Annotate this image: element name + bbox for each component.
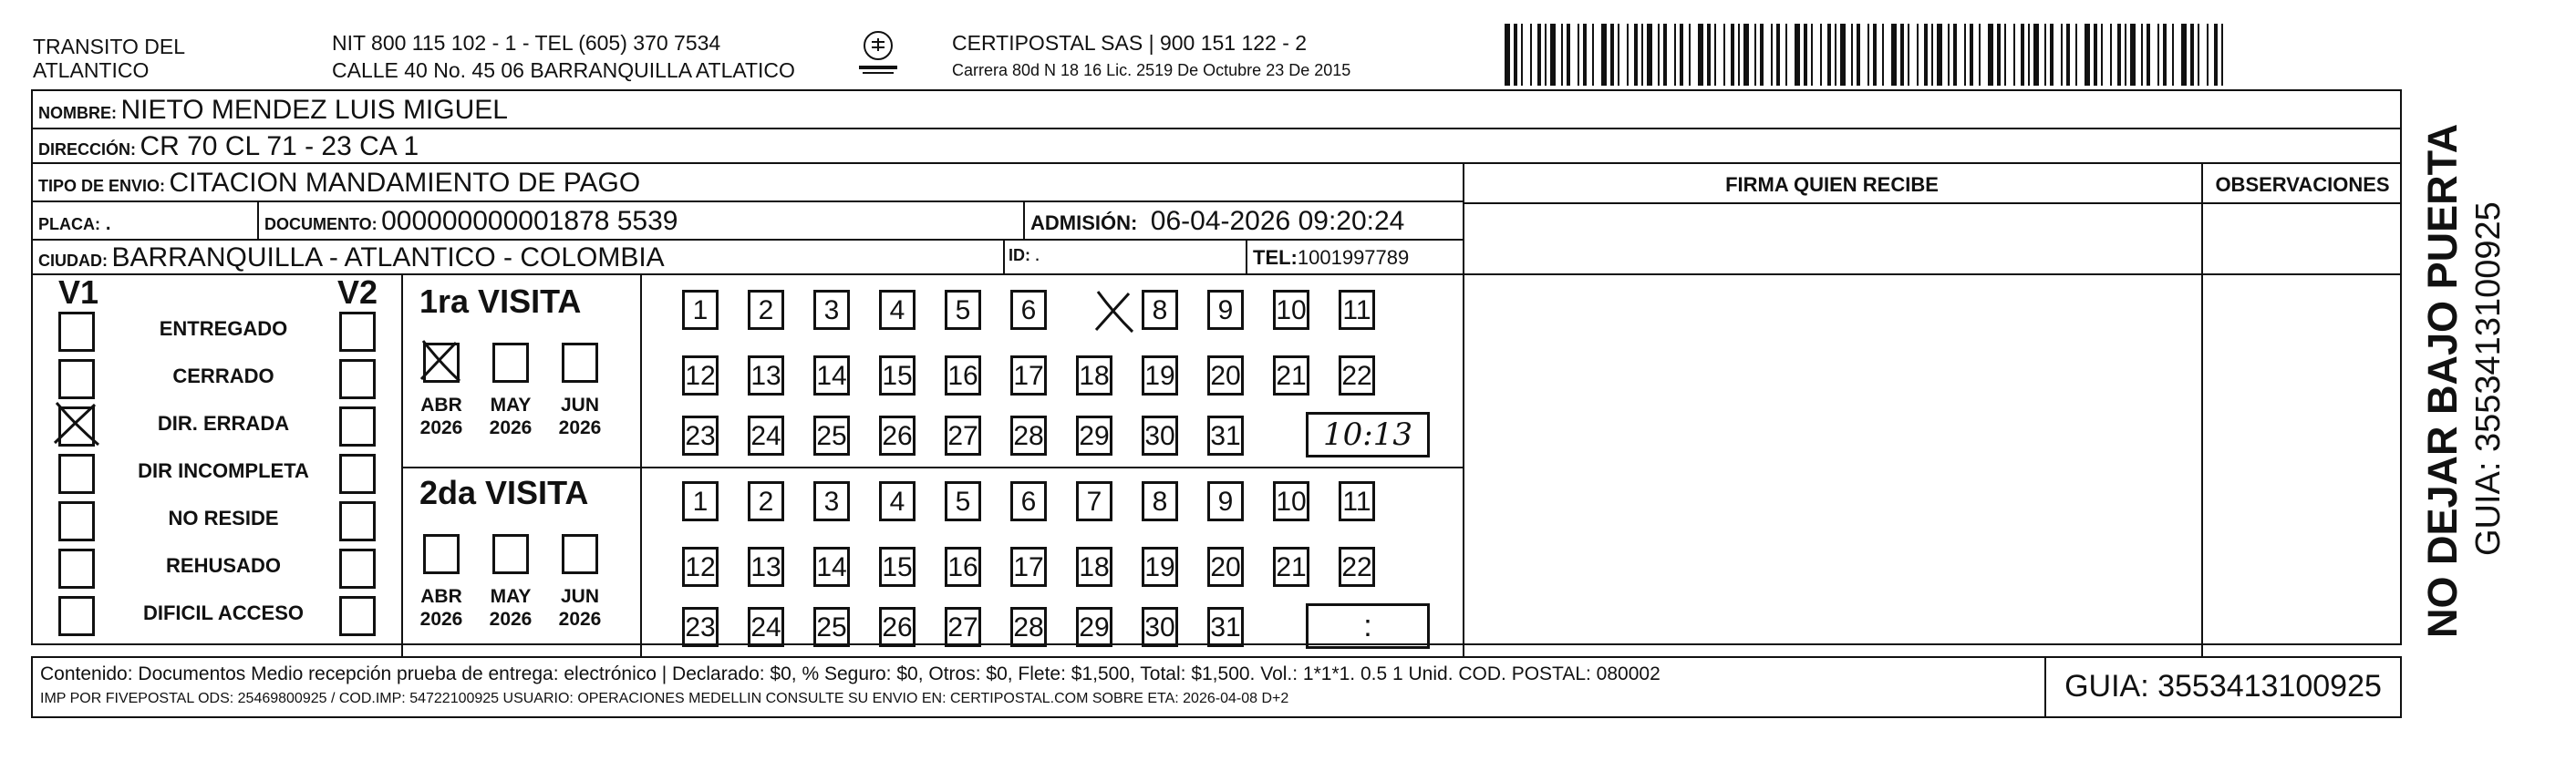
day-box-8[interactable]: 8 bbox=[1142, 290, 1178, 330]
month-year: 2026 bbox=[419, 417, 463, 438]
observations-area[interactable] bbox=[2203, 204, 2400, 654]
day-box-31[interactable]: 31 bbox=[1207, 607, 1244, 647]
id-value: . bbox=[1034, 242, 1040, 265]
month-year: 2026 bbox=[419, 609, 463, 630]
sender-address: CALLE 40 No. 45 06 BARRANQUILLA ATLATICO bbox=[332, 58, 795, 82]
day-box-11[interactable]: 11 bbox=[1339, 290, 1375, 330]
month-year: 2026 bbox=[489, 417, 533, 438]
day-box-13[interactable]: 13 bbox=[748, 355, 784, 396]
sender-line-1: TRANSITO DEL bbox=[33, 35, 185, 58]
signature-area[interactable] bbox=[1464, 204, 2199, 654]
day-box-10[interactable]: 10 bbox=[1273, 481, 1309, 521]
day-box-21[interactable]: 21 bbox=[1273, 547, 1309, 587]
day-box-4[interactable]: 4 bbox=[879, 481, 916, 521]
day-box-14[interactable]: 14 bbox=[813, 547, 850, 587]
v1-header: V1 bbox=[58, 273, 99, 311]
sender-name bbox=[33, 35, 185, 82]
v2-checkbox-5[interactable] bbox=[339, 501, 376, 541]
v1-checkbox-6[interactable] bbox=[58, 549, 95, 589]
day-box-15[interactable]: 15 bbox=[879, 547, 916, 587]
visit-title-1: 1ra VISITA bbox=[419, 283, 582, 320]
day-box-23[interactable]: 23 bbox=[682, 607, 719, 647]
day-box-1[interactable]: 1 bbox=[682, 481, 719, 521]
day-box-30[interactable]: 30 bbox=[1142, 607, 1178, 647]
day-box-10[interactable]: 10 bbox=[1273, 290, 1309, 330]
day-box-28[interactable]: 28 bbox=[1010, 416, 1047, 456]
tel-label: TEL: bbox=[1253, 246, 1298, 269]
v1-checkbox-1[interactable] bbox=[58, 312, 95, 352]
day-box-19[interactable]: 19 bbox=[1142, 547, 1178, 587]
documento-field bbox=[264, 206, 678, 237]
month-checkbox-abr[interactable] bbox=[423, 343, 460, 383]
visit-time-box-1[interactable]: 10:13 bbox=[1306, 412, 1430, 457]
firma-header: FIRMA QUIEN RECIBE bbox=[1725, 173, 1939, 196]
tipo-envio-value: CITACION MANDAMIENTO DE PAGO bbox=[169, 168, 641, 198]
tel-field bbox=[1253, 246, 1409, 270]
month-name: JUN bbox=[560, 395, 599, 416]
day-box-14[interactable]: 14 bbox=[813, 355, 850, 396]
v2-checkbox-4[interactable] bbox=[339, 454, 376, 494]
month-label bbox=[483, 585, 538, 631]
direccion-value: CR 70 CL 71 - 23 CA 1 bbox=[140, 131, 419, 161]
day-box-15[interactable]: 15 bbox=[879, 355, 916, 396]
sender-line-2: ATLANTICO bbox=[33, 58, 150, 82]
admision-value: 06-04-2026 09:20:24 bbox=[1150, 206, 1405, 236]
day-box-26[interactable]: 26 bbox=[879, 416, 916, 456]
placa-label: PLACA: bbox=[38, 215, 100, 233]
v1-checkbox-2[interactable] bbox=[58, 359, 95, 399]
v1-checkbox-7[interactable] bbox=[58, 596, 95, 636]
day-box-9[interactable]: 9 bbox=[1207, 290, 1244, 330]
day-box-19[interactable]: 19 bbox=[1142, 355, 1178, 396]
day-box-8[interactable]: 8 bbox=[1142, 481, 1178, 521]
month-checkbox-jun[interactable] bbox=[562, 343, 598, 383]
id-label: ID: bbox=[1009, 246, 1030, 264]
day-box-2[interactable]: 2 bbox=[748, 481, 784, 521]
footer-impresion: IMP POR FIVEPOSTAL ODS: 25469800925 / COD.IMP: 54722100925 USUARIO: OPERACIONES MEDELLIN CONSULTE SU ENVIO EN: CERTIPOSTAL.COM SOBRE ETA: 2026-04-08 D+2 bbox=[40, 691, 1289, 706]
day-box-20[interactable]: 20 bbox=[1207, 547, 1244, 587]
v1-checkbox-3[interactable] bbox=[58, 406, 95, 447]
tipo-envio-label: TIPO DE ENVIO: bbox=[38, 177, 166, 195]
ciudad-label: CIUDAD: bbox=[38, 252, 108, 270]
day-box-27[interactable]: 27 bbox=[945, 607, 981, 647]
day-box-28[interactable]: 28 bbox=[1010, 607, 1047, 647]
day-box-21[interactable]: 21 bbox=[1273, 355, 1309, 396]
month-label bbox=[553, 394, 607, 439]
day-box-24[interactable]: 24 bbox=[748, 416, 784, 456]
admision-field bbox=[1030, 206, 1404, 237]
month-label bbox=[483, 394, 538, 439]
day-box-29[interactable]: 29 bbox=[1076, 416, 1112, 456]
status-label: CERRADO bbox=[172, 365, 274, 387]
month-name: MAY bbox=[490, 586, 532, 607]
carrier-info bbox=[952, 31, 1350, 80]
day-box-22[interactable]: 22 bbox=[1339, 355, 1375, 396]
day-box-20[interactable]: 20 bbox=[1207, 355, 1244, 396]
day-box-9[interactable]: 9 bbox=[1207, 481, 1244, 521]
day-box-25[interactable]: 25 bbox=[813, 416, 850, 456]
side-guia: GUIA: 3553413100925 bbox=[2469, 201, 2508, 556]
day-box-23[interactable]: 23 bbox=[682, 416, 719, 456]
v1-checkbox-5[interactable] bbox=[58, 501, 95, 541]
barcode bbox=[1505, 24, 2225, 86]
documento-value: 000000000001878 5539 bbox=[381, 206, 678, 236]
day-box-3[interactable]: 3 bbox=[813, 290, 850, 330]
day-box-26[interactable]: 26 bbox=[879, 607, 916, 647]
visit-time-box-2[interactable]: : bbox=[1306, 603, 1430, 649]
day-box-16[interactable]: 16 bbox=[945, 547, 981, 587]
ciudad-field bbox=[38, 242, 665, 273]
status-label: DIR. ERRADA bbox=[157, 412, 290, 435]
day-box-24[interactable]: 24 bbox=[748, 607, 784, 647]
day-box-7[interactable]: 7 bbox=[1076, 481, 1112, 521]
day-box-25[interactable]: 25 bbox=[813, 607, 850, 647]
day-box-12[interactable]: 12 bbox=[682, 355, 719, 396]
day-box-18[interactable]: 18 bbox=[1076, 355, 1112, 396]
day-box-5[interactable]: 5 bbox=[945, 290, 981, 330]
month-name: MAY bbox=[490, 395, 532, 416]
month-checkbox-may[interactable] bbox=[492, 343, 529, 383]
carrier-name: CERTIPOSTAL SAS | 900 151 122 - 2 bbox=[952, 31, 1308, 55]
footer-contenido: Contenido: Documentos Medio recepción prueba de entrega: electrónico | Declarado: $0, % Seguro: $0, Otros: $0, Flete: $1,500, Total: $1,500. Vol.: 1*1*1. 0.5 1 Unid. COD. POSTAL: 080002 bbox=[40, 663, 1660, 684]
nombre-label: NOMBRE: bbox=[38, 104, 117, 122]
side-warning: NO DEJAR BAJO PUERTA bbox=[2419, 123, 2466, 638]
month-year: 2026 bbox=[489, 609, 533, 630]
day-box-30[interactable]: 30 bbox=[1142, 416, 1178, 456]
month-name: ABR bbox=[420, 586, 462, 607]
day-box-31[interactable]: 31 bbox=[1207, 416, 1244, 456]
day-box-16[interactable]: 16 bbox=[945, 355, 981, 396]
day-box-1[interactable]: 1 bbox=[682, 290, 719, 330]
v2-checkbox-3[interactable] bbox=[339, 406, 376, 447]
day-box-7[interactable] bbox=[1076, 290, 1112, 330]
v2-checkbox-1[interactable] bbox=[339, 312, 376, 352]
day-box-17[interactable]: 17 bbox=[1010, 547, 1047, 587]
admision-label: ADMISIÓN: bbox=[1030, 211, 1138, 234]
month-label bbox=[414, 585, 469, 631]
day-box-29[interactable]: 29 bbox=[1076, 607, 1112, 647]
carrier-license: Carrera 80d N 18 16 Lic. 2519 De Octubre 23 De 2015 bbox=[952, 61, 1351, 79]
day-box-3[interactable]: 3 bbox=[813, 481, 850, 521]
nombre-value: NIETO MENDEZ LUIS MIGUEL bbox=[120, 95, 508, 125]
tel-value: 1001997789 bbox=[1297, 246, 1410, 269]
visit-title-2: 2da VISITA bbox=[419, 474, 589, 511]
status-label: REHUSADO bbox=[166, 554, 281, 577]
month-checkbox-jun[interactable] bbox=[562, 534, 598, 574]
day-box-5[interactable]: 5 bbox=[945, 481, 981, 521]
id-field bbox=[1009, 242, 1040, 266]
day-box-17[interactable]: 17 bbox=[1010, 355, 1047, 396]
day-box-11[interactable]: 11 bbox=[1339, 481, 1375, 521]
sender-contact bbox=[332, 31, 795, 82]
status-label: DIFICIL ACCESO bbox=[142, 601, 304, 624]
status-label: DIR INCOMPLETA bbox=[138, 459, 309, 482]
v2-header: V2 bbox=[337, 273, 378, 311]
month-checkbox-abr[interactable] bbox=[423, 534, 460, 574]
documento-label: DOCUMENTO: bbox=[264, 215, 378, 233]
day-box-2[interactable]: 2 bbox=[748, 290, 784, 330]
day-box-18[interactable]: 18 bbox=[1076, 547, 1112, 587]
month-label bbox=[414, 394, 469, 439]
v1-checkbox-4[interactable] bbox=[58, 454, 95, 494]
status-label: ENTREGADO bbox=[159, 317, 288, 340]
day-box-13[interactable]: 13 bbox=[748, 547, 784, 587]
v2-checkbox-6[interactable] bbox=[339, 549, 376, 589]
placa-field bbox=[38, 206, 112, 237]
direccion-label: DIRECCIÓN: bbox=[38, 140, 136, 159]
month-year: 2026 bbox=[558, 417, 602, 438]
month-name: ABR bbox=[420, 395, 462, 416]
day-box-27[interactable]: 27 bbox=[945, 416, 981, 456]
placa-value: . bbox=[104, 206, 112, 236]
day-box-6[interactable]: 6 bbox=[1010, 290, 1047, 330]
ciudad-value: BARRANQUILLA - ATLANTICO - COLOMBIA bbox=[111, 242, 665, 272]
tipo-envio-field bbox=[38, 168, 640, 199]
direccion-field bbox=[38, 131, 419, 162]
month-name: JUN bbox=[560, 586, 599, 607]
v2-checkbox-7[interactable] bbox=[339, 596, 376, 636]
guia-box: GUIA: 3553413100925 bbox=[2064, 669, 2382, 704]
observaciones-header: OBSERVACIONES bbox=[2215, 173, 2390, 196]
day-box-12[interactable]: 12 bbox=[682, 547, 719, 587]
nombre-field bbox=[38, 95, 508, 126]
v2-checkbox-2[interactable] bbox=[339, 359, 376, 399]
month-label bbox=[553, 585, 607, 631]
day-box-22[interactable]: 22 bbox=[1339, 547, 1375, 587]
status-label: NO RESIDE bbox=[168, 507, 279, 529]
month-checkbox-may[interactable] bbox=[492, 534, 529, 574]
day-box-6[interactable]: 6 bbox=[1010, 481, 1047, 521]
sender-nit: NIT 800 115 102 - 1 - TEL (605) 370 7534 bbox=[332, 31, 721, 55]
certipostal-logo bbox=[855, 27, 901, 78]
month-year: 2026 bbox=[558, 609, 602, 630]
day-box-4[interactable]: 4 bbox=[879, 290, 916, 330]
